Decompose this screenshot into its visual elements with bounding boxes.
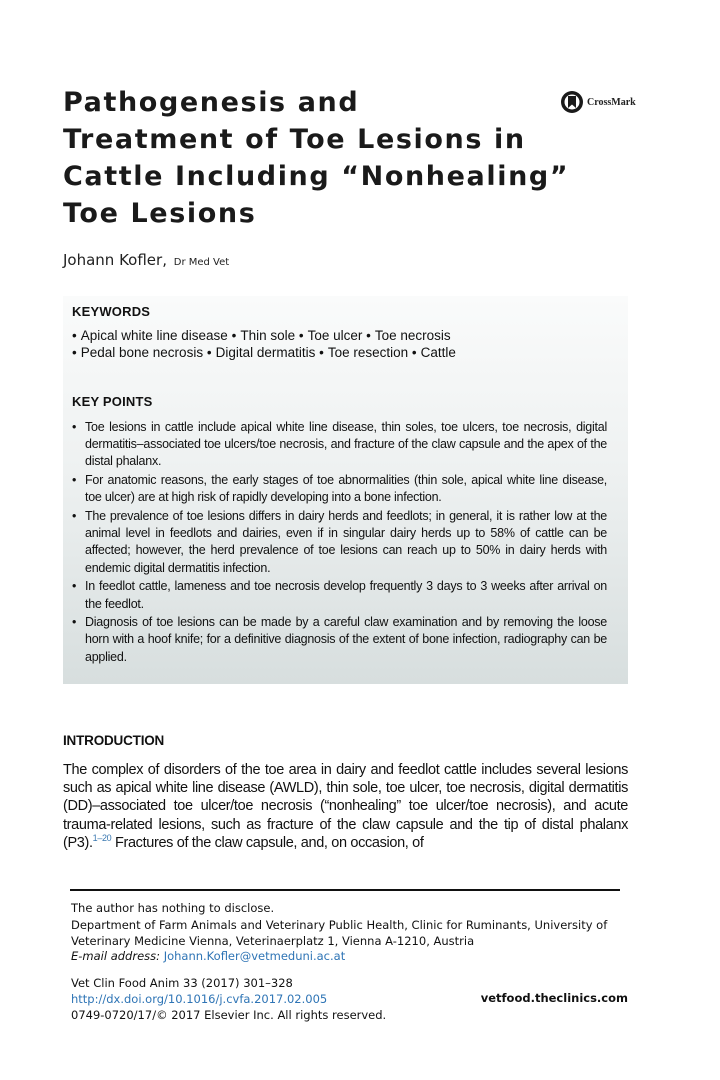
footnote-email [71,948,631,964]
footnote-divider [70,889,620,891]
keywords-keypoints-box [63,296,628,684]
key-point: • In feedlot cattle, lameness and toe necrosis develop frequently 3 days to 3 weeks after arrival on the feedlot. [72,578,607,612]
title-line: Cattle Including “Nonhealing” [63,161,570,192]
crossmark-badge[interactable] [560,90,636,114]
crossmark-label: CrossMark [587,96,636,108]
key-points-heading: KEY POINTS [72,394,153,409]
email-link[interactable]: Johann.Kofler@vetmeduni.ac.at [163,949,346,963]
key-point: • The prevalence of toe lesions differs in dairy herds and feedlots; in general, it is rather low at the animal level in feedlots and dairies, even if in singular dairy herds up to 58% of cattle can be affected; however, the herd prevalence of toe lesions can reach up to 50% in dairy herds with endemic digital dermatitis infection. [72,508,607,577]
title-line: Treatment of Toe Lesions in [63,124,526,155]
title-line: Toe Lesions [63,198,257,229]
keyword: Toe necrosis [374,328,451,343]
email-label: E-mail address: [71,949,161,963]
author-degree: Dr Med Vet [173,257,230,268]
crossmark-icon [560,90,584,114]
keyword: Thin sole [240,328,296,343]
introduction-heading: INTRODUCTION [63,733,165,748]
journal-site[interactable]: vetfood.theclinics.com [480,991,628,1005]
introduction-paragraph [63,761,628,852]
title-line: Pathogenesis and [63,87,360,118]
key-point: • Toe lesions in cattle include apical white line disease, thin soles, toe ulcers, toe necrosis, digital dermatitis–associated toe ulcers/toe necrosis, and fracture of the claw capsule and the apex of the distal phalanx. [72,419,607,471]
author-name: Johann Kofler, [63,251,167,269]
key-points-list [72,419,607,667]
key-point: • For anatomic reasons, the early stages of toe abnormalities (thin sole, apical white line disease, toe ulcer) are at high risk of rapidly developing into a bone infection. [72,472,607,506]
reference-link[interactable]: 1–20 [92,832,112,843]
author-line [63,251,229,269]
keyword: Digital dermatitis [215,345,316,360]
keywords-line: • Pedal bone necrosis • Digital dermatitis • Toe resection • Cattle [72,345,456,360]
article-title [63,84,570,232]
keyword: Cattle [420,345,456,360]
journal-citation: Vet Clin Food Anim 33 (2017) 301–328 [71,976,293,990]
copyright-line: 0749-0720/17/© 2017 Elsevier Inc. All rights reserved. [71,1008,387,1022]
keyword: Pedal bone necrosis [80,345,204,360]
keyword: Toe resection [327,345,409,360]
keywords-line: • Apical white line disease • Thin sole • Toe ulcer • Toe necrosis [72,328,451,343]
key-point: • Diagnosis of toe lesions can be made by a careful claw examination and by removing the loose horn with a hoof knife; for a definitive diagnosis of the extent of bone infection, radiography can be applied. [72,614,607,666]
intro-text: The complex of disorders of the toe area in dairy and feedlot cattle includes several lesions such as apical white line disease (AWLD), thin sole, toe ulcer, toe necrosis, digital dermatitis (DD)–associated toe ulcer/toe necrosis (“nonhealing” toe ulcer/toe necrosis), and acute trauma-related lesions, such as fracture of the claw capsule and the tip of distal phalanx (P3). [63,762,628,851]
footnote-disclosure: The author has nothing to disclose. [71,901,275,915]
footnote-affiliation: Department of Farm Animals and Veterinary Public Health, Clinic for Ruminants, University of Veterinary Medicine Vienna, Veterinaerplatz 1, Vienna A-1210, Austria [71,918,608,948]
doi-link[interactable]: http://dx.doi.org/10.1016/j.cvfa.2017.02.005 [71,992,328,1006]
intro-text-continued: Fractures of the claw capsule, and, on occasion, of [111,834,424,851]
keyword: Apical white line disease [80,328,228,343]
keywords-heading: KEYWORDS [72,304,151,319]
keyword: Toe ulcer [307,328,363,343]
